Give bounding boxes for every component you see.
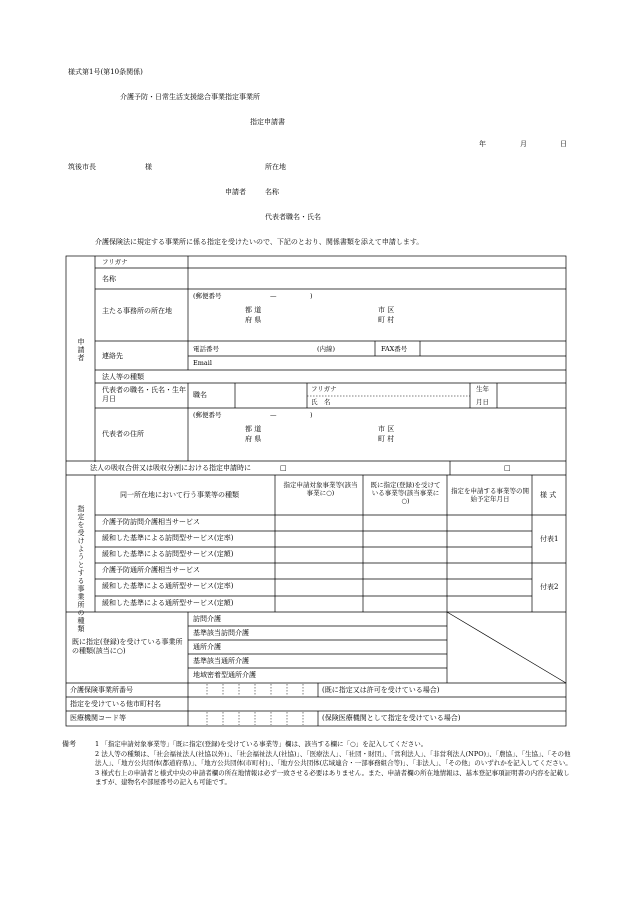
col-target: 指定申請対象事業等(該当事業に○) [283,481,358,497]
postal-close: ) [310,292,313,300]
other-city-label: 指定を受けている他市町村名 [70,700,161,708]
date-day: 日 [560,140,567,148]
notes-label: 備考 [62,740,76,748]
rep-postal-label: (郵便番号 [193,411,222,419]
rep-address-label: 代表者の住所 [102,430,144,438]
title-line1: 介護予防・日常生活支援総合事業指定事業所 [120,93,260,101]
service-row-2: 緩和した基準による訪問型サービス(定率) [102,534,234,542]
merger-label: 法人の吸収合併又は吸収分割における指定申請時に [90,464,251,472]
form-ref-1: 付表1 [540,535,559,543]
existing-item-3: 通所介護 [193,643,221,651]
title-line2: 指定申請書 [250,118,285,126]
birth-label-bottom: 月日 [476,398,489,406]
applicant-label: 申請者 [225,188,246,196]
rep-furigana-label: フリガナ [311,385,337,393]
col-existing: 既に指定(登録)を受けている事業等(該当事業に○) [370,481,441,505]
phone-label: 電話番号 [193,345,219,353]
medical-code-note: (保険医療機関として指定を受けている場合) [322,714,461,722]
form-ref-2: 付表2 [540,583,559,591]
existing-item-1: 訪問介護 [193,615,221,623]
name-field-label: 名称 [102,275,116,283]
service-row-3: 緩和した基準による訪問型サービス(定額) [102,550,234,558]
service-row-6: 緩和した基準による通所型サービス(定額) [102,599,234,607]
name-label: 名称 [265,188,279,196]
rep-shiku-top: 市 区 [378,425,395,433]
contact-label: 連絡先 [102,352,123,360]
col-form: 様 式 [540,491,557,499]
rep-label: 代表者職名・氏名 [265,213,321,221]
main-office-label: 主たる事務所の所在地 [102,307,172,315]
ltc-number-note: (既に指定又は許可を受けている場合) [322,686,440,694]
honorific: 様 [145,163,152,171]
corp-type-label: 法人等の種類 [102,373,144,381]
furigana-label: フリガナ [102,258,128,266]
addressee: 筑後市長 [68,163,96,171]
existing-item-2: 基準該当訪問介護 [193,629,249,637]
todofuken-top: 都 道 [245,306,262,314]
postal-dash: — [270,292,277,300]
rep-title-label: 職名 [193,391,207,399]
ltc-number-label: 介護保険事業所番号 [70,686,133,694]
intro-text: 介護保険法に規定する事業所に係る指定を受けたいので、下記のとおり、関係書類を添えて申請します。 [95,238,424,246]
rep-todofuken-bottom: 府 県 [245,435,262,443]
note-3: 3 様式右上の申請者と様式中央の申請者欄の所在地情報は必ず一致させる必要はありません。また、申請者欄の所在地情報は、基本登記事項証明書の内容を記載しますが、建物名や部屋番号の記入も可能です。 [95,768,570,786]
notes-body [95,740,575,788]
email-label: Email [193,359,212,367]
service-row-1: 介護予防訪問介護相当サービス [102,518,200,526]
birth-label-top: 生年 [476,385,489,393]
date-year: 年 [479,140,486,148]
col-service-type: 同一所在地において行う事業等の種類 [120,491,239,499]
rep-name-label: 氏 名 [311,398,331,406]
rep-shiku-bottom: 町 村 [378,435,395,443]
col-start-date: 指定を申請する事業等の開始予定年月日 [451,487,529,503]
merger-checkbox-right[interactable]: □ [504,464,511,472]
date-month: 月 [520,140,527,148]
note-1: 1 「指定申請対象事業等」「既に指定(登録)を受けている事業等」欄は、該当する欄に「○」を記入してください。 [95,740,428,748]
address-label: 所在地 [265,163,286,171]
rep-todofuken-top: 都 道 [245,425,262,433]
fax-label: FAX番号 [381,345,408,353]
applicant-side-label: 申請者 [77,338,85,362]
merger-checkbox-left[interactable]: □ [280,464,287,472]
postal-label: (郵便番号 [193,292,222,300]
service-row-5: 緩和した基準による通所型サービス(定率) [102,582,234,590]
shiku-bottom: 町 村 [378,316,395,324]
existing-item-4: 基準該当通所介護 [193,657,249,665]
existing-label: 既に指定(登録)を受けている事業所の種類(該当に○) [72,638,183,655]
service-row-4: 介護予防通所介護相当サービス [102,566,200,574]
extension-label: (内線) [317,345,336,353]
shiku-top: 市 区 [378,306,395,314]
rep-postal-close: ) [310,411,313,419]
form-number: 様式第1号(第10条関係) [68,68,143,76]
medical-code-label: 医療機関コード等 [70,714,126,722]
services-side-label: 指定を受けようとする事業所の種類 [77,505,85,633]
rep-postal-dash: — [270,411,277,419]
note-2: 2 法人等の種類は、「社会福祉法人(社協以外)」、「社会福祉法人(社協)」、「医療法人」、「社団・財団」、「営利法人」、「非営利法人(NPO)」、「農協」、「生協」、「その他法人」、「地方公共団体(都道府県)」、「地方公共団体(市町村)」、「地方公共団体(広域連合・一部事務組合等)」、「非法人」、「その他」のいずれかを記入してください。 [95,749,572,767]
existing-item-5: 地域密着型通所介護 [193,671,256,679]
todofuken-bottom: 府 県 [245,316,262,324]
rep-info-label: 代表者の職名・氏名・生年月日 [102,386,186,403]
